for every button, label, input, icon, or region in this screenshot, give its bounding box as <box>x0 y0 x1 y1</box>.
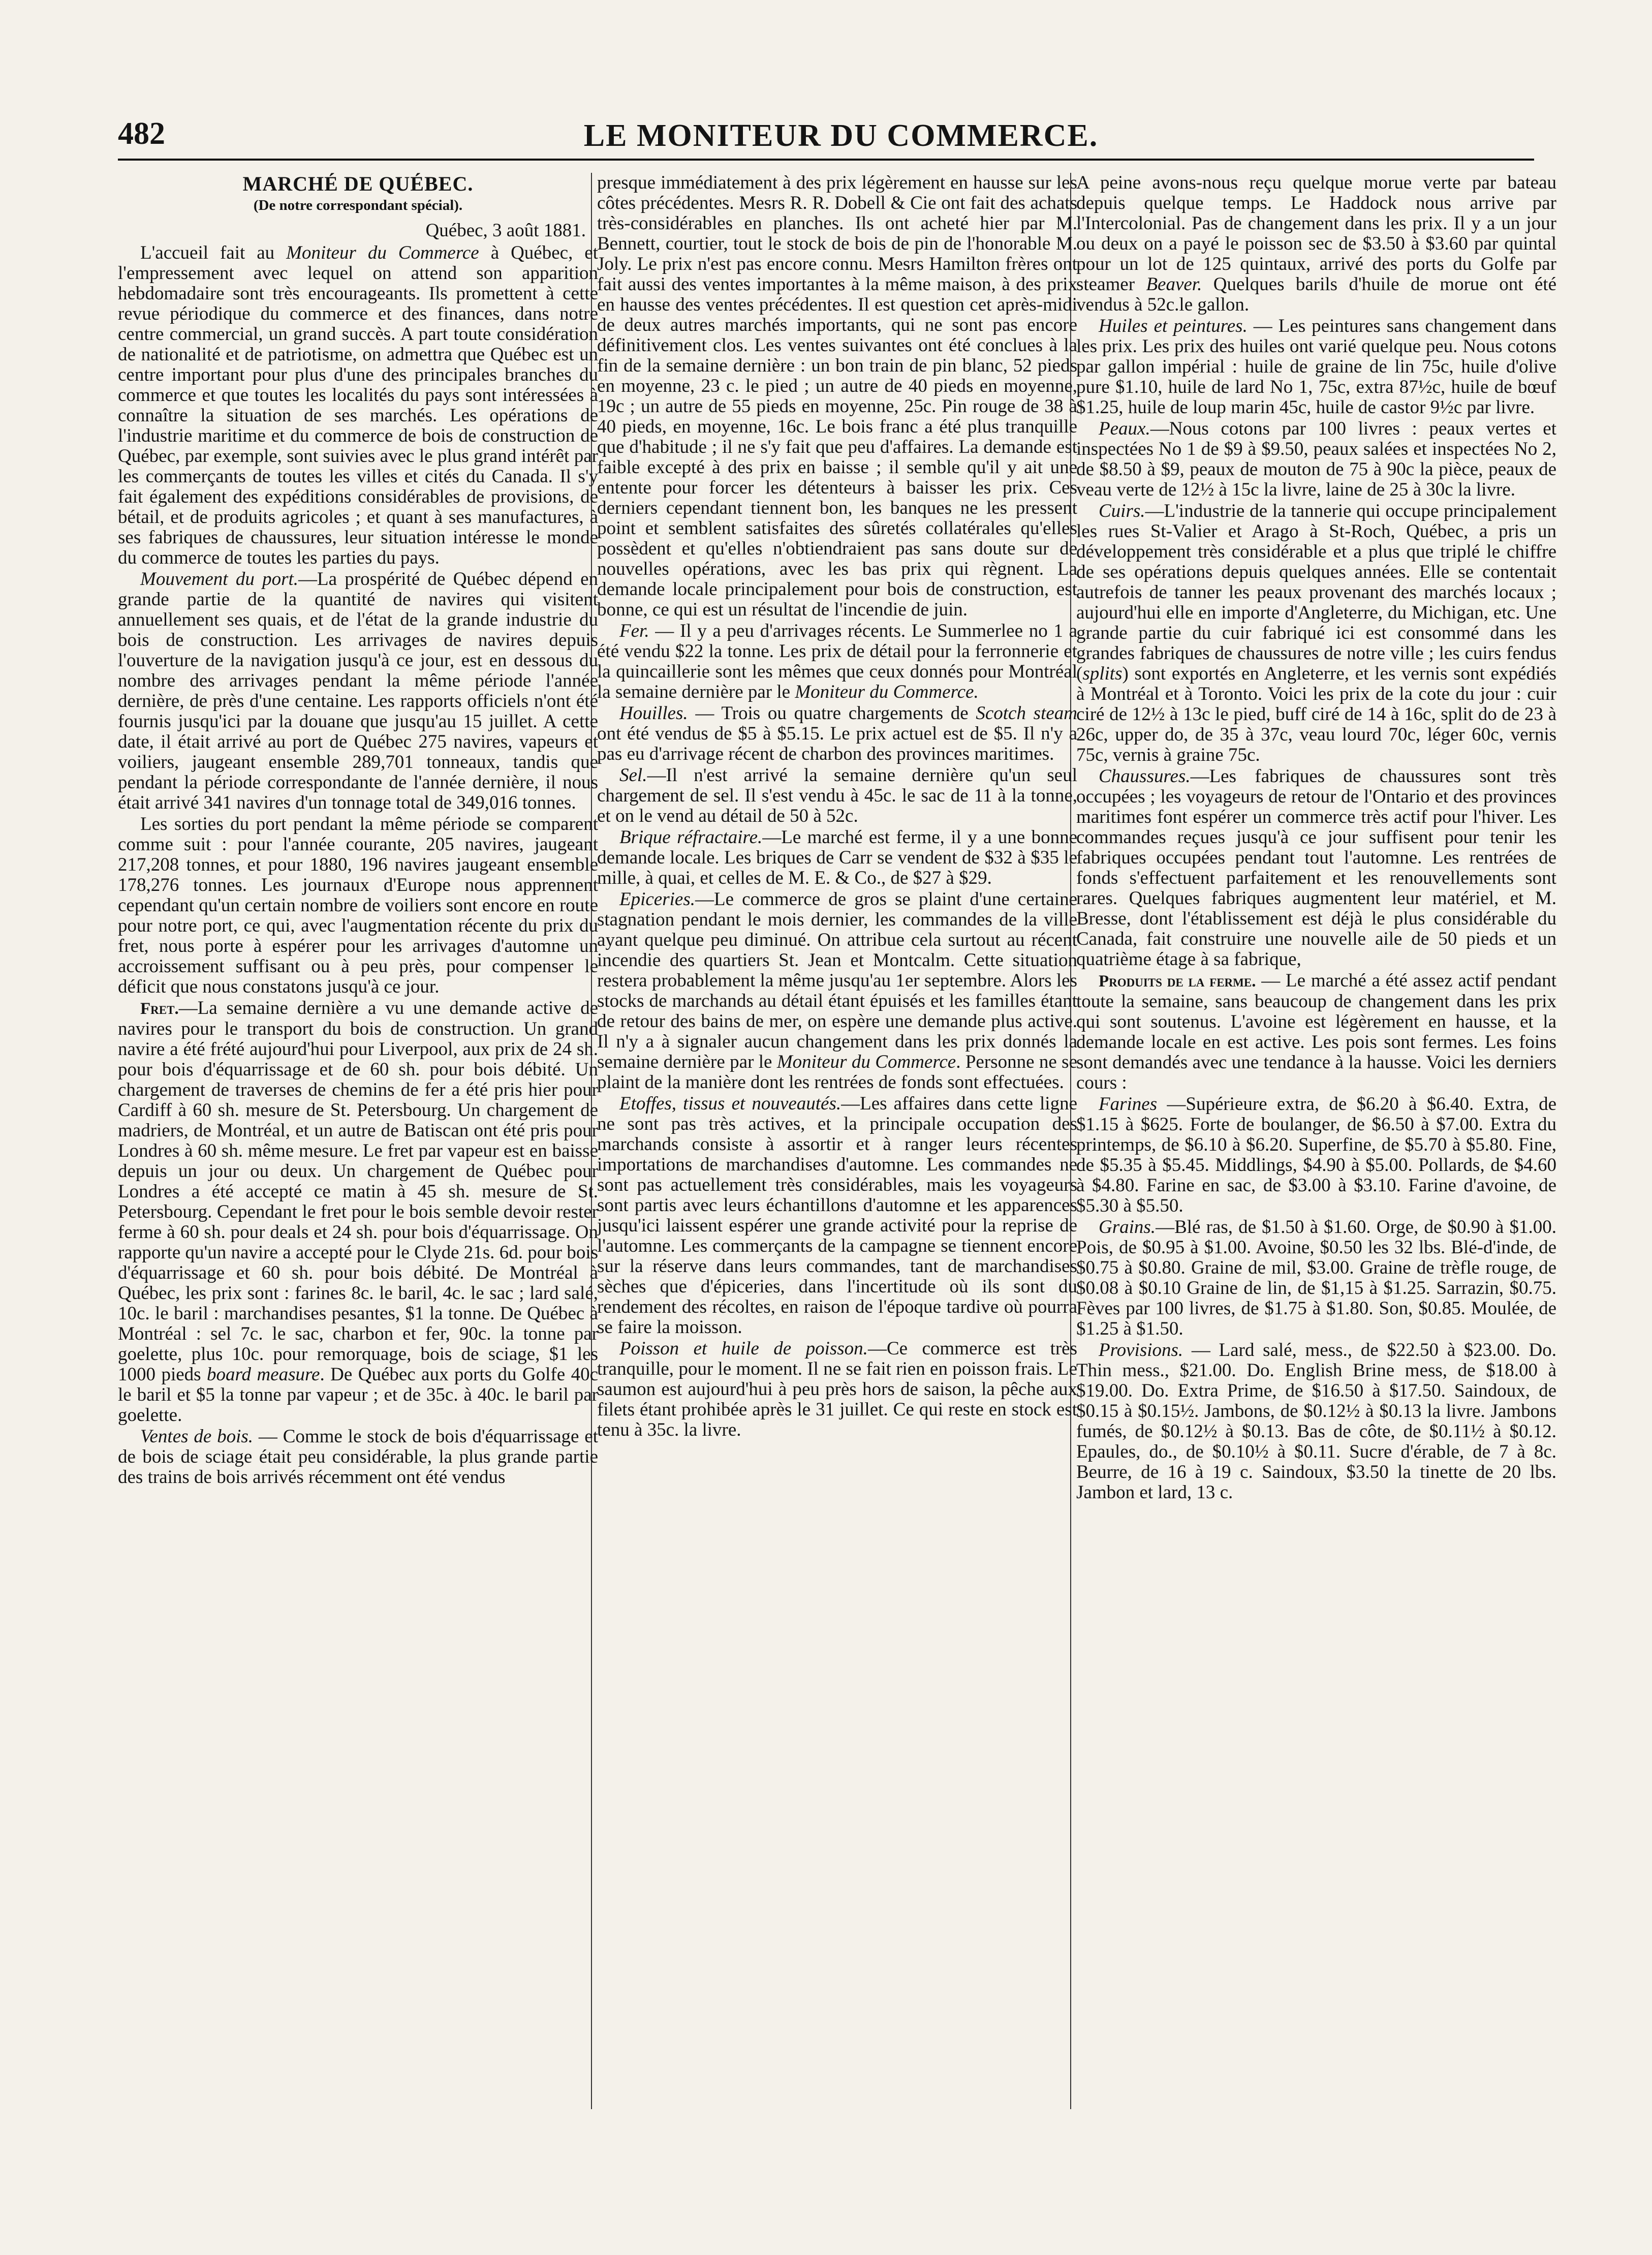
running-title: LE MONITEUR DU COMMERCE. <box>583 118 1099 153</box>
paragraph-sel: Sel.—Il n'est arrivé la semaine dernière qu'un seul chargement de sel. Il s'est vendu à 45c. le sac de 11 à la tonne, et on le vend au détail de 50 à 52c. <box>597 765 1077 826</box>
section-heading: Provisions. <box>1099 1340 1183 1361</box>
paragraph-fret: Fret.—La semaine dernière a vu une demande active de navires pour le transport du bois de construction. Un grand navire a été frété aujourd'hui pour Liverpool, aux prix de 24 sh. pour bois d'équarrissage et de 60 sh. pour bois débité. Un chargement de traverses de chemins de fer a été pris hier pour Cardiff à 60 sh. mesure de St. Petersbourg. Un chargement de madriers, de Montréal, et un autre de Batiscan ont été pris pour Londres à 60 sh. même mesure. Le fret par vapeur est en baisse depuis un jour ou deux. Un chargement de Québec pour Londres a été accepté ce matin à 45 sh. mesure de St. Petersbourg. Cependant le fret pour le bois semble devoir rester ferme à 60 sh. pour deals et 24 sh. pour bois d'équarrissage. On rapporte qu'un navire a accepté pour le Clyde 21s. 6d. pour bois d'équarrissage et 60 sh. pour bois débité. De Montréal à Québec, les prix sont : farines 8c. le baril, 4c. le sac ; lard salé, 10c. le baril : marchandises pesantes, $1 la tonne. De Québec à Montréal : sel 7c. le sac, charbon et fer, 90c. la tonne par goelette, plus 10c. pour remorquage, bois de sciage, $1 les 1000 pieds board measure. De Québec aux ports du Golfe 40c le baril et $5 la tonne par vapeur ; et de 35c. à 40c. le baril par goelette. <box>118 998 598 1426</box>
paragraph-peaux: Peaux.—Nous cotons par 100 livres : peaux vertes et inspectées No 1 de $9 à $9.50, peaux salées et inspectées No 2, de $8.50 à $9, peaux de mouton de 75 à 90c la pièce, peaux de veau verte de 12½ à 15c la livre, laine de 25 à 30c la livre. <box>1076 418 1556 500</box>
section-heading: Fer. <box>619 621 649 641</box>
paragraph-intro: L'accueil fait au Moniteur du Commerce à Québec, et l'empressement avec lequel on attend son apparition hebdomadaire sont très encourageants. Ils promettent à cette revue périodique du commerce et des finances, dans notre centre commercial, un grand succès. A part toute considération de nationalité et de patriotisme, on admettra que Québec est un centre important pour plus d'une des principales branches du commerce et que toutes les localités du pays sont intéressées à connaître la situation de ses marchés. Les opérations de l'industrie maritime et du commerce de bois de construction de Québec, par exemple, sont suivies avec le plus grand intérêt par les commerçants de toutes les villes et cités du Canada. Il s'y fait également des expéditions considérables de provisions, de bétail, et de produits agricoles ; et quant à ses manufactures, à ses fabriques de chaussures, leur situation intéresse le monde du commerce de toutes les parties du pays. <box>118 242 598 568</box>
page-number: 482 <box>118 116 165 151</box>
paragraph-farines: Farines —Supérieure extra, de $6.20 à $6.40. Extra, de $1.15 à $625. Forte de boulanger, de $6.50 à $7.00. Extra du printemps, de $6.10 à $6.20. Superfine, de $5.70 à $5.80. Fine, de $5.35 à $5.45. Middlings, $4.90 à $5.00. Pollards, de $4.60 à $4.80. Farine en sac, de $3.00 à $3.10. Farine d'avoine, de $5.30 à $5.50. <box>1076 1094 1556 1216</box>
section-heading: Poisson et huile de poisson. <box>619 1338 868 1359</box>
section-heading: Etoffes, tissus et nouveautés. <box>619 1093 841 1114</box>
paragraph-provisions: Provisions. — Lard salé, mess., de $22.50 à $23.00. Do. Thin mess., $21.00. Do. English Brine mess, de $18.00 à $19.00. Do. Extra Prime, de $16.50 à $17.50. Saindoux, de $0.15 à $0.15½. Jambons, de $0.12½ à $0.13 la livre. Jambons fumés, de $0.12½ à $0.13. Bas de côte, de $0.11½ à $0.12. Epaules, do., de $0.10½ à $0.11. Sucre d'érable, de 7 à 8c. Beurre, de 16 à 19 c. Saindoux, $3.50 la tinette de 20 lbs. Jambon et lard, 13 c. <box>1076 1340 1556 1503</box>
section-heading: Ventes de bois. <box>140 1426 254 1447</box>
paragraph-produits-ferme: Produits de la ferme. — Le marché a été assez actif pendant toute la semaine, sans beaucoup de changement dans les prix qui sont soutenus. L'avoine est légèrement en hausse, et la demande locale en est active. Les pois sont fermes. Les foins sont demandés avec une tendance à la hausse. Voici les derniers cours : <box>1076 970 1556 1093</box>
section-heading: Peaux. <box>1099 418 1150 439</box>
article-title: MARCHÉ DE QUÉBEC. <box>242 173 474 195</box>
paragraph-etoffes: Etoffes, tissus et nouveautés.—Les affaires dans cette ligne ne sont pas très actives, et la principale occupation des marchands consiste à assortir et à ranger leurs récentes importations de marchandises d'automne. Les commandes ne sont pas actuellement très considérables, mais les voyageurs sont partis avec leurs échantillons d'automne et les apparences jusqu'ici laissent espérer une grande activité pour la reprise de l'automne. Les commerçants de la campagne se tiennent encore sur la réserve dans leurs commandes, tant de marchandises sèches que d'épiceries, dans l'incertitude où ils sont du rendement des récoltes, en raison de l'époque tardive où pourra se faire la moisson. <box>597 1093 1077 1338</box>
paragraph-chaussures: Chaussures.—Les fabriques de chaussures sont très occupées ; les voyageurs de retour de l'Ontario et des provinces maritimes font espérer un commerce très actif pour l'hiver. Les commandes reçues jusqu'à ce jour suffisent pour tenir les fabriques occupées pendant tout l'automne. Les rentrées de fonds s'effectuent parfaitement et les renouvellements sont rares. Quelques fabriques augmentent leur matériel, et M. Bresse, dont l'établissement est déjà le plus considérable du Canada, fait construire une nouvelle aile de 50 pieds et un quatrième étage à sa fabrique, <box>1076 766 1556 970</box>
section-heading: Mouvement du port. <box>140 569 299 590</box>
section-heading: Sel. <box>619 765 647 786</box>
section-heading: Huiles et peintures. <box>1099 316 1248 336</box>
paragraph-grains: Grains.—Blé ras, de $1.50 à $1.60. Orge, de $0.90 à $1.00. Pois, de $0.95 à $1.00. Avoine, $0.50 les 32 lbs. Blé-d'inde, de $0.75 à $0.80. Graine de mil, $3.00. Graine de trèfle rouge, de $0.08 à $0.10 Graine de lin, de $1,15 à $1.25. Sarrazin, $0.75. Fèves par 100 livres, de $1.75 à $1.80. Son, $0.85. Moulée, de $1.25 à $1.50. <box>1076 1217 1556 1339</box>
article-subtitle: (De notre correspondant spécial). <box>253 197 463 213</box>
paragraph-mouvement-du-port: Mouvement du port.—La prospérité de Québec dépend en grande partie de la quantité de navires qui visitent annuellement ses quais, et de l'état de la grande industrie du bois de construction. Les arrivages de navires depuis l'ouverture de la navigation jusqu'à ce jour, est en dessous du nombre des arrivages pendant la même période l'année dernière, de près d'une centaine. Les rapports officiels n'ont été fournis jusqu'ici par la douane que jusqu'au 15 juillet. A cette date, il était arrivé au port de Québec 275 navires, vapeurs et voiliers, jaugeant ensemble 289,701 tonneaux, tandis que pendant la période correspondante de l'année dernière, il nous était arrivé 341 navires d'un tonnage total de 349,016 tonnes. <box>118 569 598 813</box>
dateline: Québec, 3 août 1881. <box>425 220 586 241</box>
column-3 <box>1076 173 1556 2109</box>
paragraph-huiles: Huiles et peintures. — Les peintures sans changement dans les prix. Les prix des huiles ont varié quelque peu. Nous cotons par gallon impérial : huile de graine de lin 75c, huile d'olive pure $1.10, huile de lard No 1, 75c, extra 87½c, huile de bœuf $1.25, huile de loup marin 45c, huile de castor 9½c par livre. <box>1076 316 1556 418</box>
paragraph-houilles: Houilles. — Trois ou quatre chargements de Scotch steam ont été vendus de $5 à $5.15. Le prix actuel est de $5. Il n'y a pas eu d'arrivage récent de charbon des provinces maritimes. <box>597 703 1077 764</box>
section-heading: Fret. <box>140 1000 179 1018</box>
header-rule <box>118 159 1534 161</box>
paragraph-poisson: Poisson et huile de poisson.—Ce commerce est très tranquille, pour le moment. Il ne se fait rien en poisson frais. Le saumon est aujourd'hui à peu près hors de saison, la pêche aux filets étant prohibée après le 31 juillet. Ce qui reste en stock est tenu à 35c. la livre. <box>597 1338 1077 1440</box>
paragraph-epiceries: Epiceries.—Le commerce de gros se plaint d'une certaine stagnation pendant le mois dernier, les commandes de la ville ayant quelque peu diminué. On attribue cela surtout au récent incendie des quartiers St. Jean et Montcalm. Cette situation restera probablement la même jusqu'au 1er septembre. Alors les stocks de marchands au détail étant épuisés et les familles étant de retour des bains de mer, on espère une demande plus active. Il n'y a à signaler aucun changement dans les prix donnés la semaine dernière par le Moniteur du Commerce. Personne ne se plaint de la manière dont les rentrées de fonds sont effectuées. <box>597 889 1077 1093</box>
paragraph-ventes-de-bois: Ventes de bois. — Comme le stock de bois d'équarrissage et de bois de sciage était peu considérable, la plus grande partie des trains de bois arrivés récemment ont été vendus <box>118 1426 598 1488</box>
section-heading: Produits de la ferme. <box>1099 972 1256 991</box>
paragraph-brique: Brique réfractaire.—Le marché est ferme, il y a une bonne demande locale. Les briques de Carr se vendent de $32 à $35 le mille, à quai, et celles de M. E. & Co., de $27 à $29. <box>597 827 1077 888</box>
section-heading: Chaussures. <box>1099 766 1191 787</box>
column-1 <box>118 173 598 2109</box>
paragraph-cuirs: Cuirs.—L'industrie de la tannerie qui occupe principalement les rues St-Valier et Arago à St-Roch, Québec, a pris un développement très considérable et a plus que triplé le chiffre de ses opérations depuis quelques années. Elle se contentait autrefois de tanner les peaux provenant des marchés locaux ; aujourd'hui elle en importe d'Angleterre, du Michigan, etc. Une grande partie du cuir fabriqué ici est consommé dans les grandes fabriques de chaussures de notre ville ; les cuirs fendus (splits) sont exportés en Angleterre, et les vernis sont expédiés à Montréal et à Toronto. Voici les prix de la cote du jour : cuir ciré de 12½ à 13c le pied, buff ciré de 14 à 16c, split do de 23 à 26c, upper do, de 35 à 37c, veau lourd 70c, léger 60c, vernis 75c, vernis à graine 75c. <box>1076 501 1556 765</box>
column-2 <box>597 173 1077 2109</box>
paragraph-poisson-cont: A peine avons-nous reçu quelque morue verte par bateau depuis quelque temps. Le Haddock nous arrive par l'Intercolonial. Pas de changement dans les prix. Il y a un jour ou deux on a payé le poisson sec de $3.50 à $3.60 par quintal pour un lot de 125 quintaux, arrivé des ports du Golfe par steamer Beaver. Quelques barils d'huile de morue ont été vendus à 52c.le gallon. <box>1076 173 1556 315</box>
section-heading: Cuirs. <box>1099 501 1145 521</box>
section-heading: Epiceries. <box>619 889 695 910</box>
section-heading: Grains. <box>1099 1217 1156 1238</box>
paragraph-ventes-de-bois-cont: presque immédiatement à des prix légèrement en hausse sur les côtes précédentes. Mesrs R. R. Dobell & Cie ont fait des achats très-considérables en planches. Ils ont acheté hier par M. Bennett, courtier, tout le stock de bois de pin de l'honorable M. Joly. Le prix n'est pas encore connu. Mesrs Hamilton frères ont fait aussi des ventes importantes à la même maison, à des prix en hausse des ventes précédentes. Il est question cet après-midi de deux autres marchés importants, qui ne sont pas encore définitivement clos. Les ventes suivantes ont été conclues à la fin de la semaine dernière : un bon train de pin blanc, 52 pieds en moyenne, 23 c. le pied ; un autre de 40 pieds en moyenne, 19c ; un autre de 55 pieds en moyenne, 25c. Pin rouge de 38 à 40 pieds, en moyenne, 16c. Le bois franc a été plus tranquille que d'habitude ; il ne s'y fait que peu d'affaires. La demande est faible excepté à des prix en baisse ; il semble qu'il y ait une entente pour forcer les détenteurs à baisser les prix. Ces derniers cependant tiennent bon, les banques ne les pressent point et semblent satisfaites des sûretés collatérales qu'elles possèdent et qu'elles n'obtiendraient pas sans doute sur de nouvelles opérations, avec les bas prix qui règnent. La demande locale principalement pour bois de construction, est bonne, ce qui est un résultat de l'incendie de juin. <box>597 173 1077 620</box>
paragraph-fer: Fer. — Il y a peu d'arrivages récents. Le Summerlee no 1 a été vendu $22 la tonne. Les prix de détail pour la ferronnerie et la quincaillerie sont les mêmes que ceux donnés pour Montréal la semaine dernière par le Moniteur du Commerce. <box>597 621 1077 702</box>
section-heading: Farines <box>1099 1094 1158 1115</box>
section-heading: Brique réfractaire. <box>619 827 763 848</box>
section-heading: Houilles. <box>619 703 688 724</box>
paragraph-sorties: Les sorties du port pendant la même période se comparent comme suit : pour l'année courante, 205 navires, jaugeant 217,208 tonnes, et pour 1880, 196 navires jaugeant ensemble 178,276 tonnes. Les journaux d'Europe nous apprennent cependant qu'un certain nombre de voiliers sont encore en route pour notre port, ce qui, avec l'augmentation récente du prix du fret, nous porte à espérer pour les arrivages d'automne un accroissement suffisant ou à peu près, pour compenser le déficit que nous constatons jusqu'à ce jour. <box>118 814 598 997</box>
